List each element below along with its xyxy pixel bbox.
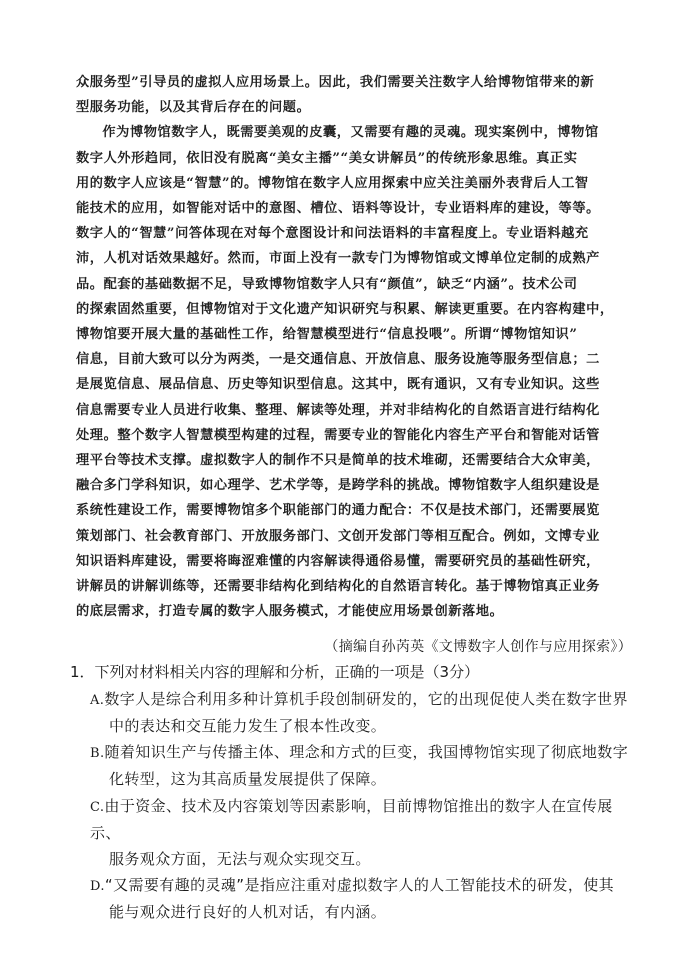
passage-line: 用的数字人应该是“智慧”的。博物馆在数字人应用探索中应关注美丽外表背后人工智 bbox=[76, 175, 589, 191]
option-b[interactable] bbox=[70, 740, 630, 793]
option-text-line: “又需要有趣的灵魂”是指应注重对虚拟数字人的人工智能技术的研发，使其 bbox=[104, 876, 615, 895]
passage-line: 的探索固然重要，但博物馆对于文化遗产知识研究与积累、解读更重要。在内容构建中， bbox=[76, 301, 614, 317]
option-text-line: 中的表达和交互能力发生了根本性改变。 bbox=[109, 716, 387, 735]
passage-line: 系统性建设工作，需要博物馆多个职能部门的通力配合：不仅是技术部门，还需要展览 bbox=[76, 503, 600, 519]
passage-line: 是展览信息、展品信息、历史等知识型信息。这其中，既有通识，又有专业知识。这些 bbox=[76, 377, 600, 393]
passage-line: 融合多门学科知识，如心理学、艺术学等，是跨学科的挑战。博物馆数字人组织建设是 bbox=[76, 478, 600, 494]
source-citation: （摘编自孙芮英《文博数字人创作与应用探索》） bbox=[324, 639, 632, 655]
passage-line: 的底层需求，打造专属的数字人服务模式，才能使应用场景创新落地。 bbox=[76, 604, 504, 620]
option-a[interactable] bbox=[70, 687, 630, 740]
option-letter: C. bbox=[90, 799, 105, 815]
option-text-line: 由于资金、技术及内容策划等因素影响，目前博物馆推出的数字人在宣传展示、 bbox=[90, 796, 613, 842]
reading-passage bbox=[76, 70, 622, 624]
option-letter: D. bbox=[90, 879, 105, 895]
passage-paragraph-2 bbox=[76, 120, 622, 624]
option-text-line: 化转型，这为其高质量发展提供了保障。 bbox=[109, 770, 387, 789]
passage-line: 数字人的“智慧”问答体现在对每个意图设计和问法语料的丰富程度上。专业语料越充 bbox=[76, 226, 589, 242]
passage-line: 理平台等技术支撑。虚拟数字人的制作不只是简单的技术堆砌，还需要结合大众审美， bbox=[76, 453, 600, 469]
option-letter: A. bbox=[90, 692, 105, 708]
passage-line: 作为博物馆数字人，既需要美观的皮囊，又需要有趣的灵魂。现实案例中，博物馆 bbox=[102, 125, 599, 141]
passage-line: 讲解员的讲解训练等，还需要非结构化到结构化的自然语言转化。基于博物馆真正业务 bbox=[76, 579, 600, 595]
option-text-line: 服务观众方面，无法与观众实现交互。 bbox=[109, 849, 371, 868]
passage-line: 信息，目前大致可以分为两类，一是交通信息、开放信息、服务设施等服务型信息；二 bbox=[76, 352, 600, 368]
passage-paragraph-1 bbox=[76, 70, 622, 120]
passage-line: 信息需要专业人员进行收集、整理、解读等处理，并对非结构化的自然语言进行结构化 bbox=[76, 402, 600, 418]
passage-line: 众服务型”引导员的虚拟人应用场景上。因此，我们需要关注数字人给博物馆带来的新 bbox=[76, 75, 595, 90]
option-text-line: 数字人是综合利用多种计算机手段创制研发的，它的出现促使人类在数字世界 bbox=[104, 689, 628, 708]
option-text-line: 随着知识生产与传播主体、理念和方式的巨变，我国博物馆实现了彻底地数字 bbox=[104, 743, 629, 762]
passage-line: 策划部门、社会教育部门、开放服务部门、文创开发部门等相互配合。例如，文博专业 bbox=[76, 528, 600, 544]
passage-line: 沛，人机对话效果越好。然而，市面上没有一款专门为博物馆或文博单位定制的成熟产 bbox=[76, 251, 600, 267]
passage-line: 处理。整个数字人智慧模型构建的过程，需要专业的智能化内容生产平台和智能对话管 bbox=[76, 427, 600, 443]
passage-line: 博物馆要开展大量的基础性工作，给智慧模型进行“信息投喂”。所谓“博物馆知识” bbox=[76, 327, 578, 343]
passage-line: 数字人外形趋同，依旧没有脱离“美女主播”“美女讲解员”的传统形象思维。真正实 bbox=[76, 150, 578, 166]
passage-line: 能技术的应用，如智能对话中的意图、槽位、语料等设计，专业语料库的建设，等等。 bbox=[76, 201, 600, 217]
option-d[interactable] bbox=[70, 873, 630, 926]
question-1 bbox=[70, 660, 630, 927]
option-text-line: 能与观众进行良好的人机对话，有内涵。 bbox=[109, 903, 387, 922]
passage-line: 品。配套的基础数据不足，导致博物馆数字人只有“颜值”，缺乏“内涵”。技术公司 bbox=[76, 276, 578, 292]
passage-line: 知识语料库建设，需要将晦涩难懂的内容解读得通俗易懂，需要研究员的基础性研究， bbox=[76, 553, 600, 569]
option-letter: B. bbox=[90, 746, 105, 762]
passage-line: 型服务功能，以及其背后存在的问题。 bbox=[76, 100, 311, 116]
question-stem: 1．下列对材料相关内容的理解和分析，正确的一项是（3分） bbox=[70, 663, 480, 681]
option-c[interactable] bbox=[70, 794, 630, 872]
